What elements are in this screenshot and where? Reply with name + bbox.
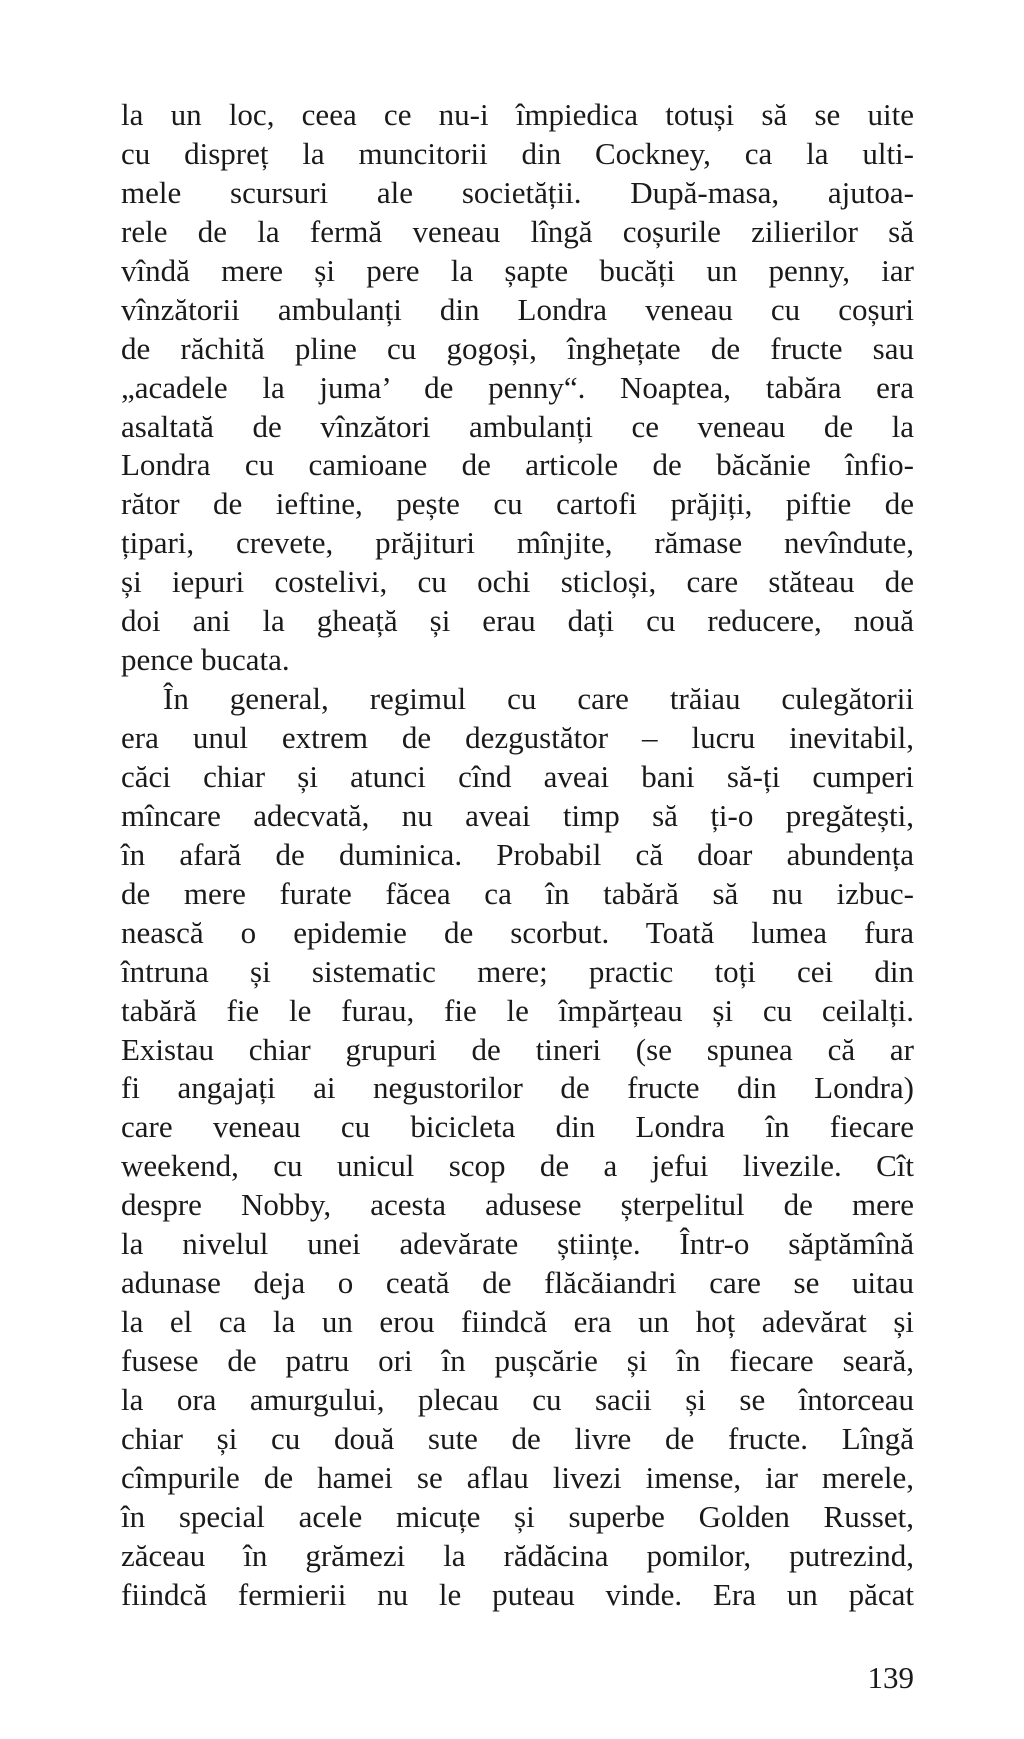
body-text xyxy=(121,96,914,1615)
text-line: fi angajați ai negustorilor de fructe din Londra) xyxy=(121,1070,914,1106)
text-line: la ora amurgului, plecau cu sacii și se întorceau xyxy=(121,1381,914,1417)
page-number: 139 xyxy=(867,1660,914,1695)
paragraph-2 xyxy=(121,680,914,1615)
text-line: Existau chiar grupuri de tineri (se spunea că ar xyxy=(121,1031,914,1067)
text-line: cîmpurile de hamei se aflau livezi imense, iar merele, xyxy=(121,1459,914,1495)
text-line: care veneau cu bicicleta din Londra în fiecare xyxy=(121,1109,914,1145)
text-line: fiindcă fermierii nu le puteau vinde. Era un păcat xyxy=(121,1576,914,1612)
text-line: zăceau în grămezi la rădăcina pomilor, putrezind, xyxy=(121,1537,914,1573)
text-line: Londra cu camioane de articole de băcănie înfio- xyxy=(121,447,914,483)
text-line: la un loc, ceea ce nu-i împiedica totuși să se uite xyxy=(121,97,914,132)
text-line: cu dispreț la muncitorii din Cockney, ca la ulti- xyxy=(121,135,914,171)
text-line: în special acele micuțe și superbe Golden Russet, xyxy=(121,1498,914,1534)
text-line: mele scursuri ale societății. După-masa, ajutoa- xyxy=(121,174,914,210)
text-line: era unul extrem de dezgustător – lucru inevitabil, xyxy=(121,720,914,755)
text-line: despre Nobby, acesta adusese șterpelitul de mere xyxy=(121,1187,914,1223)
text-line: doi ani la gheață și erau dați cu reducere, nouă xyxy=(121,603,914,639)
text-line: „acadele la juma’ de penny“. Noaptea, tabăra era xyxy=(121,369,914,405)
text-line: mîncare adecvată, nu aveai timp să ți-o pregătești, xyxy=(121,797,914,833)
text-line: asaltată de vînzători ambulanți ce veneau de la xyxy=(121,408,914,444)
text-line: rător de ieftine, pește cu cartofi prăjiți, piftie de xyxy=(121,486,914,522)
text-line: căci chiar și atunci cînd aveai bani să-ți cumperi xyxy=(121,758,914,794)
paragraph-1 xyxy=(121,96,914,680)
text-line: pence bucata. xyxy=(121,642,290,678)
text-line: chiar și cu două sute de livre de fructe. Lîngă xyxy=(121,1420,914,1456)
text-line: întruna și sistematic mere; practic toți cei din xyxy=(121,953,914,989)
text-line: fusese de patru ori în pușcărie și în fiecare seară, xyxy=(121,1343,914,1378)
text-line: de mere furate făcea ca în tabără să nu izbuc- xyxy=(121,875,914,911)
text-line: de răchită pline cu gogoși, înghețate de fructe sau xyxy=(121,330,914,366)
text-line: rele de la fermă veneau lîngă coșurile zilierilor să xyxy=(121,213,914,249)
text-line: și iepuri costelivi, cu ochi sticloși, care stăteau de xyxy=(121,564,914,600)
text-line: în afară de duminica. Probabil că doar abundența xyxy=(121,836,914,872)
text-line: vîndă mere și pere la șapte bucăți un penny, iar xyxy=(121,252,914,288)
text-line: weekend, cu unicul scop de a jefui livezile. Cît xyxy=(121,1148,914,1184)
text-line: la nivelul unei adevărate științe. Într-o săptămînă xyxy=(121,1226,914,1262)
text-line: tabără fie le furau, fie le împărțeau și cu ceilalți. xyxy=(121,992,914,1028)
text-line: În general, regimul cu care trăiau culegătorii xyxy=(163,681,914,717)
text-line: vînzătorii ambulanți din Londra veneau cu coșuri xyxy=(121,291,914,327)
text-line: la el ca la un erou fiindcă era un hoț adevărat și xyxy=(121,1304,914,1340)
text-line: nească o epidemie de scorbut. Toată lumea fura xyxy=(121,914,914,950)
text-line: adunase deja o ceată de flăcăiandri care se uitau xyxy=(121,1265,914,1301)
text-line: țipari, crevete, prăjituri mînjite, rămase nevîndute, xyxy=(121,525,914,561)
